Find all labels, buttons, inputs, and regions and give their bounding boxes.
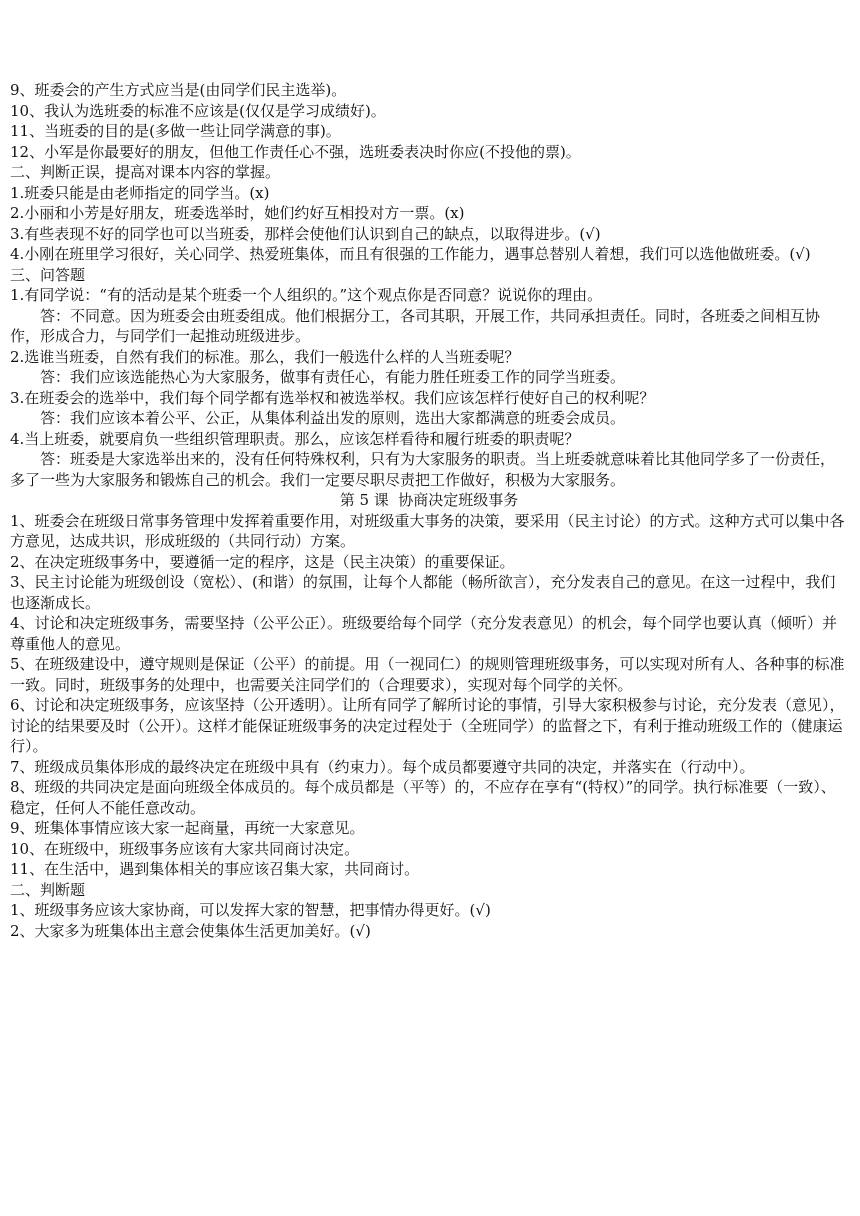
judge2-item-2: 2、大家多为班集体出主意会使集体生活更加美好。(√) [10, 921, 371, 940]
qa-question-1: 1.有同学说：“有的活动是某个班委一个人组织的。”这个观点你是否同意？说说你的理由。 [10, 286, 603, 304]
qa-question-4: 4.当上班委，就要肩负一些组织管理职责。那么，应该怎样看待和履行班委的职责呢？ [10, 429, 580, 448]
qa-answer-3: 答：我们应该本着公平、公正，从集体利益出发的原则，选出大家都满意的班委会成员。 [40, 409, 626, 427]
judgment-item-4: 4.小刚在班里学习很好，关心同学、热爱班集体，而且有很强的工作能力，遇事总替别人着想，我们可以选他做班委。(√) [10, 245, 811, 263]
fill-item-11: 11、当班委的目的是(多做一些让同学满意的事)。 [10, 122, 341, 140]
lesson5-item-6: 6、讨论和决定班级事务，应该坚持（公开透明）。让所有同学了解所讨论的事情，引导大家积极参与讨论，充分发表（意见），讨论的结果要及时（公开）。这样才能保证班级事务的决定过程处于（全班同学）的监督之下，有利于推动班级工作的（健康运行）。 [10, 696, 845, 755]
judgment-item-2: 2.小丽和小芳是好朋友，班委选举时，她们约好互相投对方一票。(x) [10, 204, 465, 222]
lesson-5-title: 第 5 课 协商决定班级事务 [339, 491, 519, 509]
document-page [10, 80, 848, 941]
lesson5-item-8: 8、班级的共同决定是面向班级全体成员的。每个成员都是（平等）的，不应存在享有“(特权）”的同学。执行标准要（一致）、稳定，任何人不能任意改动。 [10, 778, 836, 817]
qa-answer-1: 答：不同意。因为班委会由班委组成。他们根据分工，各司其职，开展工作，共同承担责任。同时，各班委之间相互协作，形成合力，与同学们一起推动班级进步。 [10, 306, 821, 345]
lesson5-item-7: 7、班级成员集体形成的最终决定在班级中具有（约束力）。每个成员都要遵守共同的决定，并落实在（行动中）。 [10, 757, 755, 776]
lesson5-item-9: 9、班集体事情应该大家一起商量，再统一大家意见。 [10, 819, 365, 837]
lesson5-item-2: 2、在决定班级事务中，要遵循一定的程序，这是（民主决策）的重要保证。 [10, 552, 515, 571]
lesson5-item-5: 5、在班级建设中，遵守规则是保证（公平）的前提。用（一视同仁）的规则管理班级事务，可以实现对所有人、各种事的标准一致。同时，班级事务的处理中，也需要关注同学们的（合理要求），实现对每个同学的关怀。 [10, 655, 845, 694]
judgment-item-1: 1.班委只能是由老师指定的同学当。(x) [10, 183, 270, 202]
lesson5-item-3: 3、民主讨论能为班级创设（宽松）、(和谐）的氛围，让每个人都能（畅所欲言），充分发表自己的意见。在这一过程中，我们也逐渐成长。 [10, 573, 836, 612]
lesson5-item-10: 10、在班级中，班级事务应该有大家共同商讨决定。 [10, 839, 360, 858]
lesson5-item-11: 11、在生活中，遇到集体相关的事应该召集大家，共同商讨。 [10, 860, 420, 878]
judge2-item-1: 1、班级事务应该大家协商，可以发挥大家的智慧，把事情办得更好。(√) [10, 901, 491, 919]
judgment-item-3: 3.有些表现不好的同学也可以当班委，那样会使他们认识到自己的缺点，以取得进步。(√) [10, 224, 601, 243]
qa-answer-2: 答：我们应该选能热心为大家服务，做事有责任心，有能力胜任班委工作的同学当班委。 [40, 368, 626, 386]
qa-answer-4: 答：班委是大家选举出来的，没有任何特殊权利，只有为大家服务的职责。当上班委就意味着比其他同学多了一份责任，多了一些为大家服务和锻炼自己的机会。我们一定要尽职尽责把工作做好，积极为大家服务。 [10, 450, 836, 489]
fill-item-12: 12、小军是你最要好的朋友，但他工作责任心不强，选班委表决时你应(不投他的票)。 [10, 142, 581, 161]
lesson5-item-4: 4、讨论和决定班级事务，需要坚持（公平公正）。班级要给每个同学（充分发表意见）的机会，每个同学也要认真（倾听）并尊重他人的意见。 [10, 614, 838, 653]
section-qa-title: 三、问答题 [10, 265, 86, 284]
qa-question-3: 3.在班委会的选举中，我们每个同学都有选举权和被选举权。我们应该怎样行使好自己的权利呢？ [10, 388, 655, 407]
section-judgment-title: 二、判断正误，提高对课本内容的掌握。 [10, 163, 281, 181]
fill-item-10: 10、我认为选班委的标准不应该是(仅仅是学习成绩好)。 [10, 101, 386, 120]
qa-question-2: 2.选谁当班委，自然有我们的标准。那么，我们一般选什么样的人当班委呢？ [10, 347, 520, 366]
lesson5-item-1: 1、班委会在班级日常事务管理中发挥着重要作用，对班级重大事务的决策，要采用（民主讨论）的方式。这种方式可以集中各方意见，达成共识，形成班级的（共同行动）方案。 [10, 511, 845, 550]
fill-item-9: 9、班委会的产生方式应当是(由同学们民主选举)。 [10, 81, 347, 99]
section-judge2-title: 二、判断题 [10, 880, 86, 899]
